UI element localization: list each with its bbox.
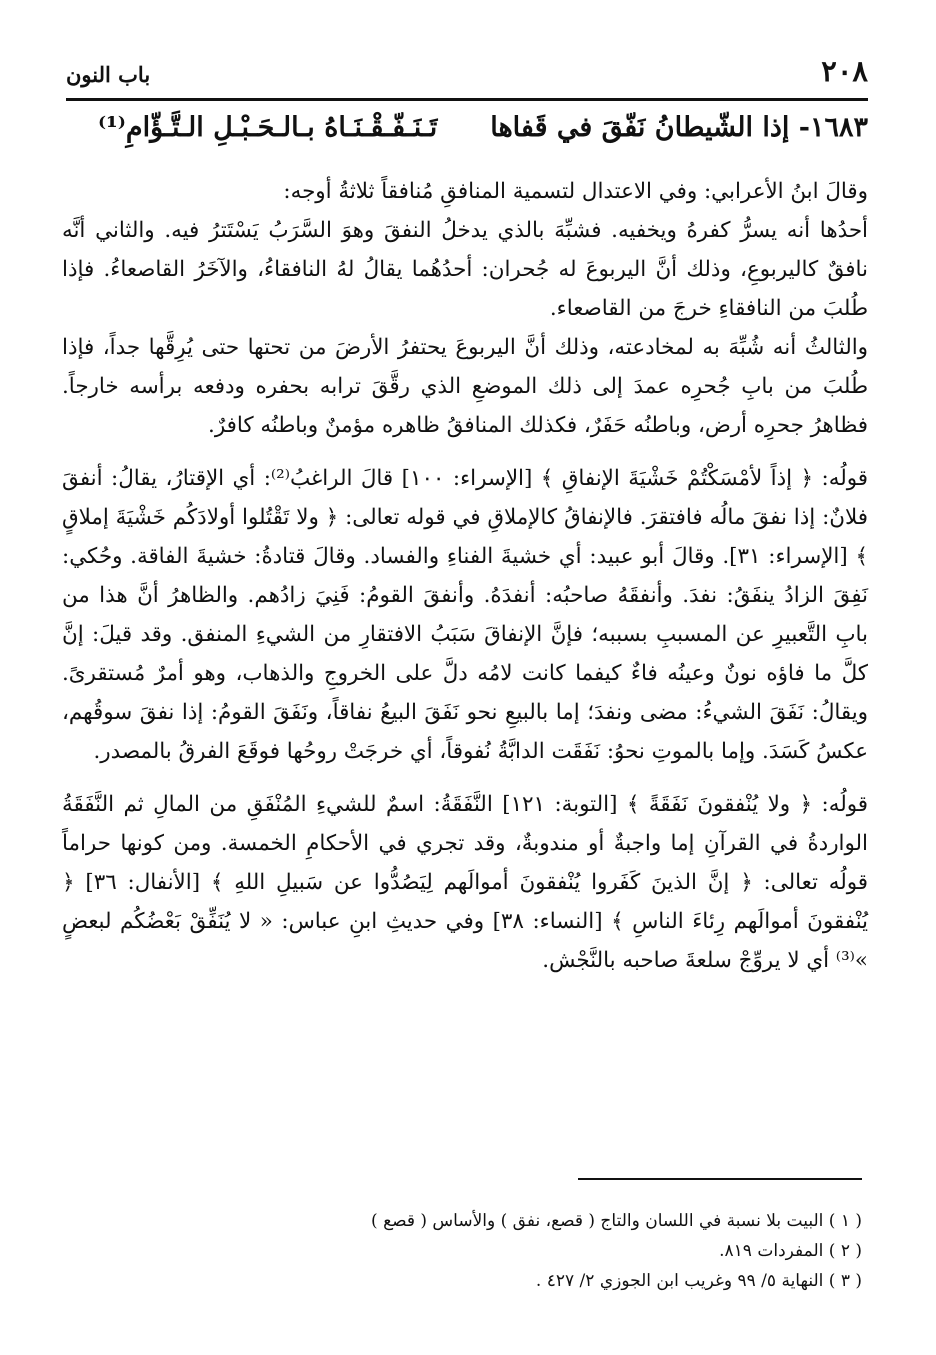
footnotes xyxy=(100,1206,862,1296)
verse-first-hemistich: ١٦٨٣- إذا الشّيطانُ نَفّقَ في قَفاها xyxy=(490,112,868,143)
body-text xyxy=(62,172,868,994)
paragraph: أحدُها أنه يسرُّ كفرهُ ويخفيه. فشبِّهَ بالذي يدخلُ النفقَ وهوَ السَّرَبُ يَسْتَترُ فيه. والثاني أنَّه نافقٌ كاليربوعِ، وذلك أنَّ اليربوعَ له جُحران: أحدُهُما يقالُ لهُ النافقاءُ، والآخَرُ القاصعاءُ. فإذا طُلبَ من النافقاءِ خرجَ من القاصعاء. xyxy=(62,218,868,321)
paragraph: قولُه: ﴿ إذاً لأمْسَكْتُمْ خَشْيَةَ الإنفاقِ ﴾ [الإسراء: ١٠٠] قالَ الراغبُ⁽²⁾: أي الإقتارُ، يقالُ: أنفقَ فلانٌ: إذا نفقَ مالُه فافتقرَ. فالإنفاقُ كالإملاقِ في قوله تعالى: ﴿ ولا تَقْتُلوا أولادَكُم خَشْيَةَ إملاقٍ ﴾ [الإسراء: ٣١]. وقالَ أبو عبيد: أي خشيةَ الفناءِ والفساد. وقالَ قتادةُ: خشيةَ الفاقة. وحُكي: نَفِقَ الزادُ ينفَقُ: نفدَ. وأنفقَهُ صاحبُه: أنفدَهُ. وأنفقَ القومُ: فَنِيَ زادُهم. والظاهرُ أنَّ هذا من بابِ التَّعبيرِ عن المسببِ بسببه؛ فإنَّ الإنفاقَ سَبَبُ الافتقارِ من الشيءِ المنفق. وقد قيلَ: إنَّ كلَّ ما فاؤه نونٌ وعينُه فاءٌ كيفما كانت لامُه دلَّ على الخروجِ والذهاب، وهو أمرٌ مُستقرىً. ويقالُ: نَفَقَ الشيءُ: مضى ونفدَ؛ إما بالبيعِ نحو نَفَقَ البيعُ نفاقاً، ونَفَقَ القومُ: إذا نفقَ سوقُهم، عكسُ كَسَدَ. وإما بالموتِ نحوُ: نَفَقَت الدابَّةُ نُفوقاً، أي خرجَتْ روحُها فوقَعَ الفرقُ بالمصدر. xyxy=(62,466,868,764)
footnote: ( ١ ) البيت بلا نسبة في اللسان والتاج ( قصع، نفق ) والأساس ( قصع ) xyxy=(371,1211,862,1231)
footnote-divider xyxy=(578,1178,862,1180)
page-header xyxy=(66,54,868,98)
chapter-title: باب النون xyxy=(66,62,151,87)
paragraph: والثالثُ أنه شُبِّهَ به لمخادعته، وذلك أنَّ اليربوعَ يحتفرُ الأرضَ من تحتها حتى يُرِقَّها جداً، فإذا طُلبَ من بابِ جُحرِه عمدَ إلى ذلك الموضعِ الذي رقَّقَ ترابه بحفره ودفعه برأسه خارجاً. فظاهرُ جحرِه أرض، وباطنُه حَفَرٌ، فكذلك المنافقُ ظاهره مؤمنٌ وباطنُه كافرٌ. xyxy=(62,335,868,438)
footnote: ( ٣ ) النهاية ٥/ ٩٩ وغريب ابن الجوزي ٢/ ٤٢٧ . xyxy=(535,1271,862,1291)
paragraph: وقالَ ابنُ الأعرابي: وفي الاعتدال لتسمية المنافقِ مُنافقاً ثلاثةُ أوجه: xyxy=(283,179,868,204)
verse-second-hemistich: تَـنَـفّـقْـنَـاهُ بـالـحَـبْـلِ الـتَّـؤّامِ⁽¹⁾ xyxy=(98,112,438,143)
poetry-verse xyxy=(98,112,868,160)
header-divider xyxy=(66,98,868,101)
footnote: ( ٢ ) المفردات ٨١٩. xyxy=(719,1241,862,1261)
paragraph: قولُه: ﴿ ولا يُنْفقونَ نَفَقَةً ﴾ [التوبة: ١٢١] النَّفَقَةُ: اسمٌ للشيءِ المُنْفَقِ من المالِ ثم النَّفَقَةُ الواردةُ في القرآنِ إما واجبةٌ أو مندوبةٌ، وقد تجري في الأحكامِ الخمسة. ومن كونها حراماً قولُه تعالى: ﴿ إنَّ الذينَ كَفَروا يُنْفقونَ أموالَهم لِيَصُدُّوا عن سَبيلِ اللهِ ﴾ [الأنفال: ٣٦] ﴿ يُنْفقونَ أموالَهم رِئاءَ الناسِ ﴾ [النساء: ٣٨] وفي حديثِ ابنِ عباس: « لا يُنَفِّقْ بَعْضُكُم لبعضٍ »⁽³⁾ أي لا يروِّجْ سلعةَ صاحبه بالنَّجْش. xyxy=(62,792,868,973)
page-number: ٢٠٨ xyxy=(821,54,868,88)
